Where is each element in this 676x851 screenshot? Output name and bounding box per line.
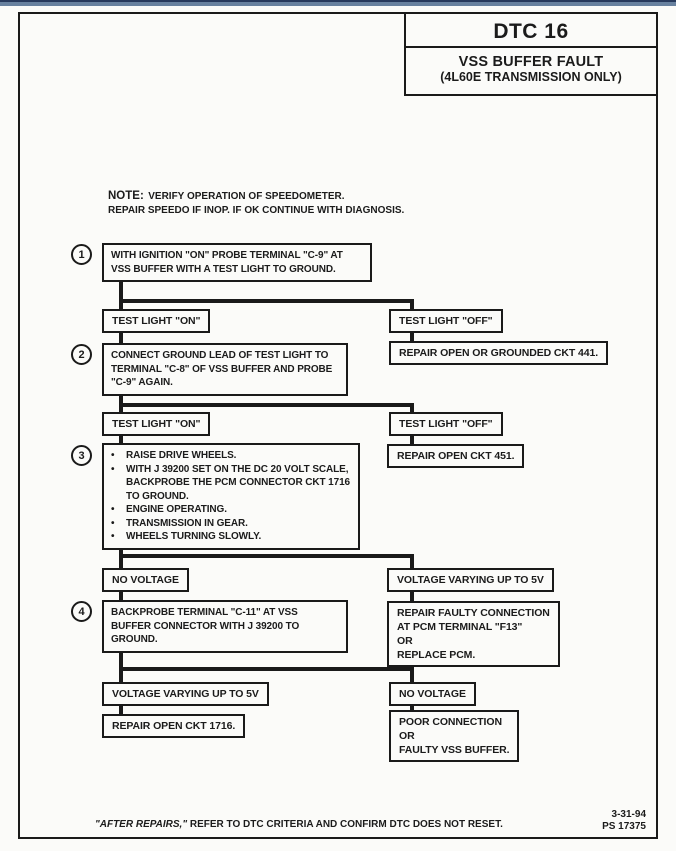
step-3-bullet-list bbox=[111, 449, 351, 544]
bullet-icon: • bbox=[111, 463, 115, 475]
step-3-bullet bbox=[111, 530, 351, 544]
bullet-icon: • bbox=[111, 531, 115, 542]
action-line: POOR CONNECTION bbox=[399, 716, 502, 728]
revision-date: 3-31-94 bbox=[611, 809, 646, 820]
step-3-bullet bbox=[111, 449, 351, 463]
step-3-bullet bbox=[111, 463, 351, 504]
bullet-icon: • bbox=[111, 517, 115, 529]
after-repairs-note bbox=[95, 819, 503, 830]
bullet-text: RAISE DRIVE WHEELS. bbox=[126, 450, 237, 461]
action-line: REPAIR FAULTY CONNECTION bbox=[397, 607, 550, 619]
action-line: OR bbox=[399, 730, 415, 742]
step-1-box: WITH IGNITION "ON" PROBE TERMINAL "C-9" AT VSS BUFFER WITH A TEST LIGHT TO GROUND. bbox=[102, 243, 372, 282]
connector bbox=[119, 554, 414, 558]
transmission-note: (4L60E TRANSMISSION ONLY) bbox=[440, 70, 622, 84]
row1-test-light-on: TEST LIGHT "ON" bbox=[102, 309, 210, 333]
row1-repair-ckt-441: REPAIR OPEN OR GROUNDED CKT 441. bbox=[389, 341, 608, 365]
note-label: NOTE: bbox=[108, 190, 144, 202]
bullet-text: ENGINE OPERATING. bbox=[126, 504, 227, 515]
row1-test-light-off: TEST LIGHT "OFF" bbox=[389, 309, 503, 333]
after-repairs-quote: "AFTER REPAIRS," bbox=[95, 819, 188, 830]
row2-test-light-off: TEST LIGHT "OFF" bbox=[389, 412, 503, 436]
row4-faulty-buffer-box bbox=[389, 710, 519, 762]
bullet-text: WITH J 39200 SET ON THE DC 20 VOLT SCALE, BACKPROBE THE PCM CONNECTOR CKT 1716 TO GROUND. bbox=[126, 463, 351, 502]
step-4-box: BACKPROBE TERMINAL "C-11" AT VSS BUFFER CONNECTOR WITH J 39200 TO GROUND. bbox=[102, 600, 348, 653]
action-line: OR bbox=[397, 635, 413, 647]
document-id-block bbox=[602, 809, 646, 832]
dtc-code-title: DTC 16 bbox=[406, 14, 656, 48]
row3-repair-pcm-box bbox=[387, 601, 560, 667]
row2-test-light-on: TEST LIGHT "ON" bbox=[102, 412, 210, 436]
note-line-2: REPAIR SPEEDO IF INOP. IF OK CONTINUE WITH DIAGNOSIS. bbox=[108, 204, 405, 216]
action-line: REPLACE PCM. bbox=[397, 649, 476, 661]
row3-voltage-varying: VOLTAGE VARYING UP TO 5V bbox=[387, 568, 554, 592]
step-3-box bbox=[102, 443, 360, 550]
scan-top-edge-bar bbox=[0, 0, 676, 6]
row4-voltage-varying: VOLTAGE VARYING UP TO 5V bbox=[102, 682, 269, 706]
after-repairs-text: REFER TO DTC CRITERIA AND CONFIRM DTC DOES NOT RESET. bbox=[187, 819, 503, 830]
note-line-1: VERIFY OPERATION OF SPEEDOMETER. bbox=[148, 191, 345, 202]
connector bbox=[119, 403, 414, 407]
action-line: FAULTY VSS BUFFER. bbox=[399, 744, 510, 756]
bullet-icon: • bbox=[111, 450, 115, 461]
note-block bbox=[108, 188, 404, 217]
row2-repair-ckt-451: REPAIR OPEN CKT 451. bbox=[387, 444, 524, 468]
row4-repair-ckt-1716: REPAIR OPEN CKT 1716. bbox=[102, 714, 245, 738]
step-2-box: CONNECT GROUND LEAD OF TEST LIGHT TO TERMINAL "C-8" OF VSS BUFFER AND PROBE "C-9" AGAIN. bbox=[102, 343, 348, 396]
connector bbox=[119, 667, 414, 671]
action-line: AT PCM TERMINAL "F13" bbox=[397, 621, 523, 633]
row4-no-voltage: NO VOLTAGE bbox=[389, 682, 476, 706]
step-3-number: 3 bbox=[71, 445, 92, 466]
step-3-bullet bbox=[111, 517, 351, 531]
step-2-number: 2 bbox=[71, 344, 92, 365]
fault-name: VSS BUFFER FAULT bbox=[458, 54, 604, 70]
bullet-text: TRANSMISSION IN GEAR. bbox=[126, 517, 248, 529]
connector bbox=[119, 299, 414, 303]
dtc-title-box bbox=[404, 12, 658, 96]
step-1-number: 1 bbox=[71, 244, 92, 265]
bullet-icon: • bbox=[111, 504, 115, 515]
document-number: PS 17375 bbox=[602, 820, 646, 832]
step-4-number: 4 bbox=[71, 601, 92, 622]
bullet-text: WHEELS TURNING SLOWLY. bbox=[126, 531, 262, 542]
step-3-bullet bbox=[111, 503, 351, 517]
row3-no-voltage: NO VOLTAGE bbox=[102, 568, 189, 592]
